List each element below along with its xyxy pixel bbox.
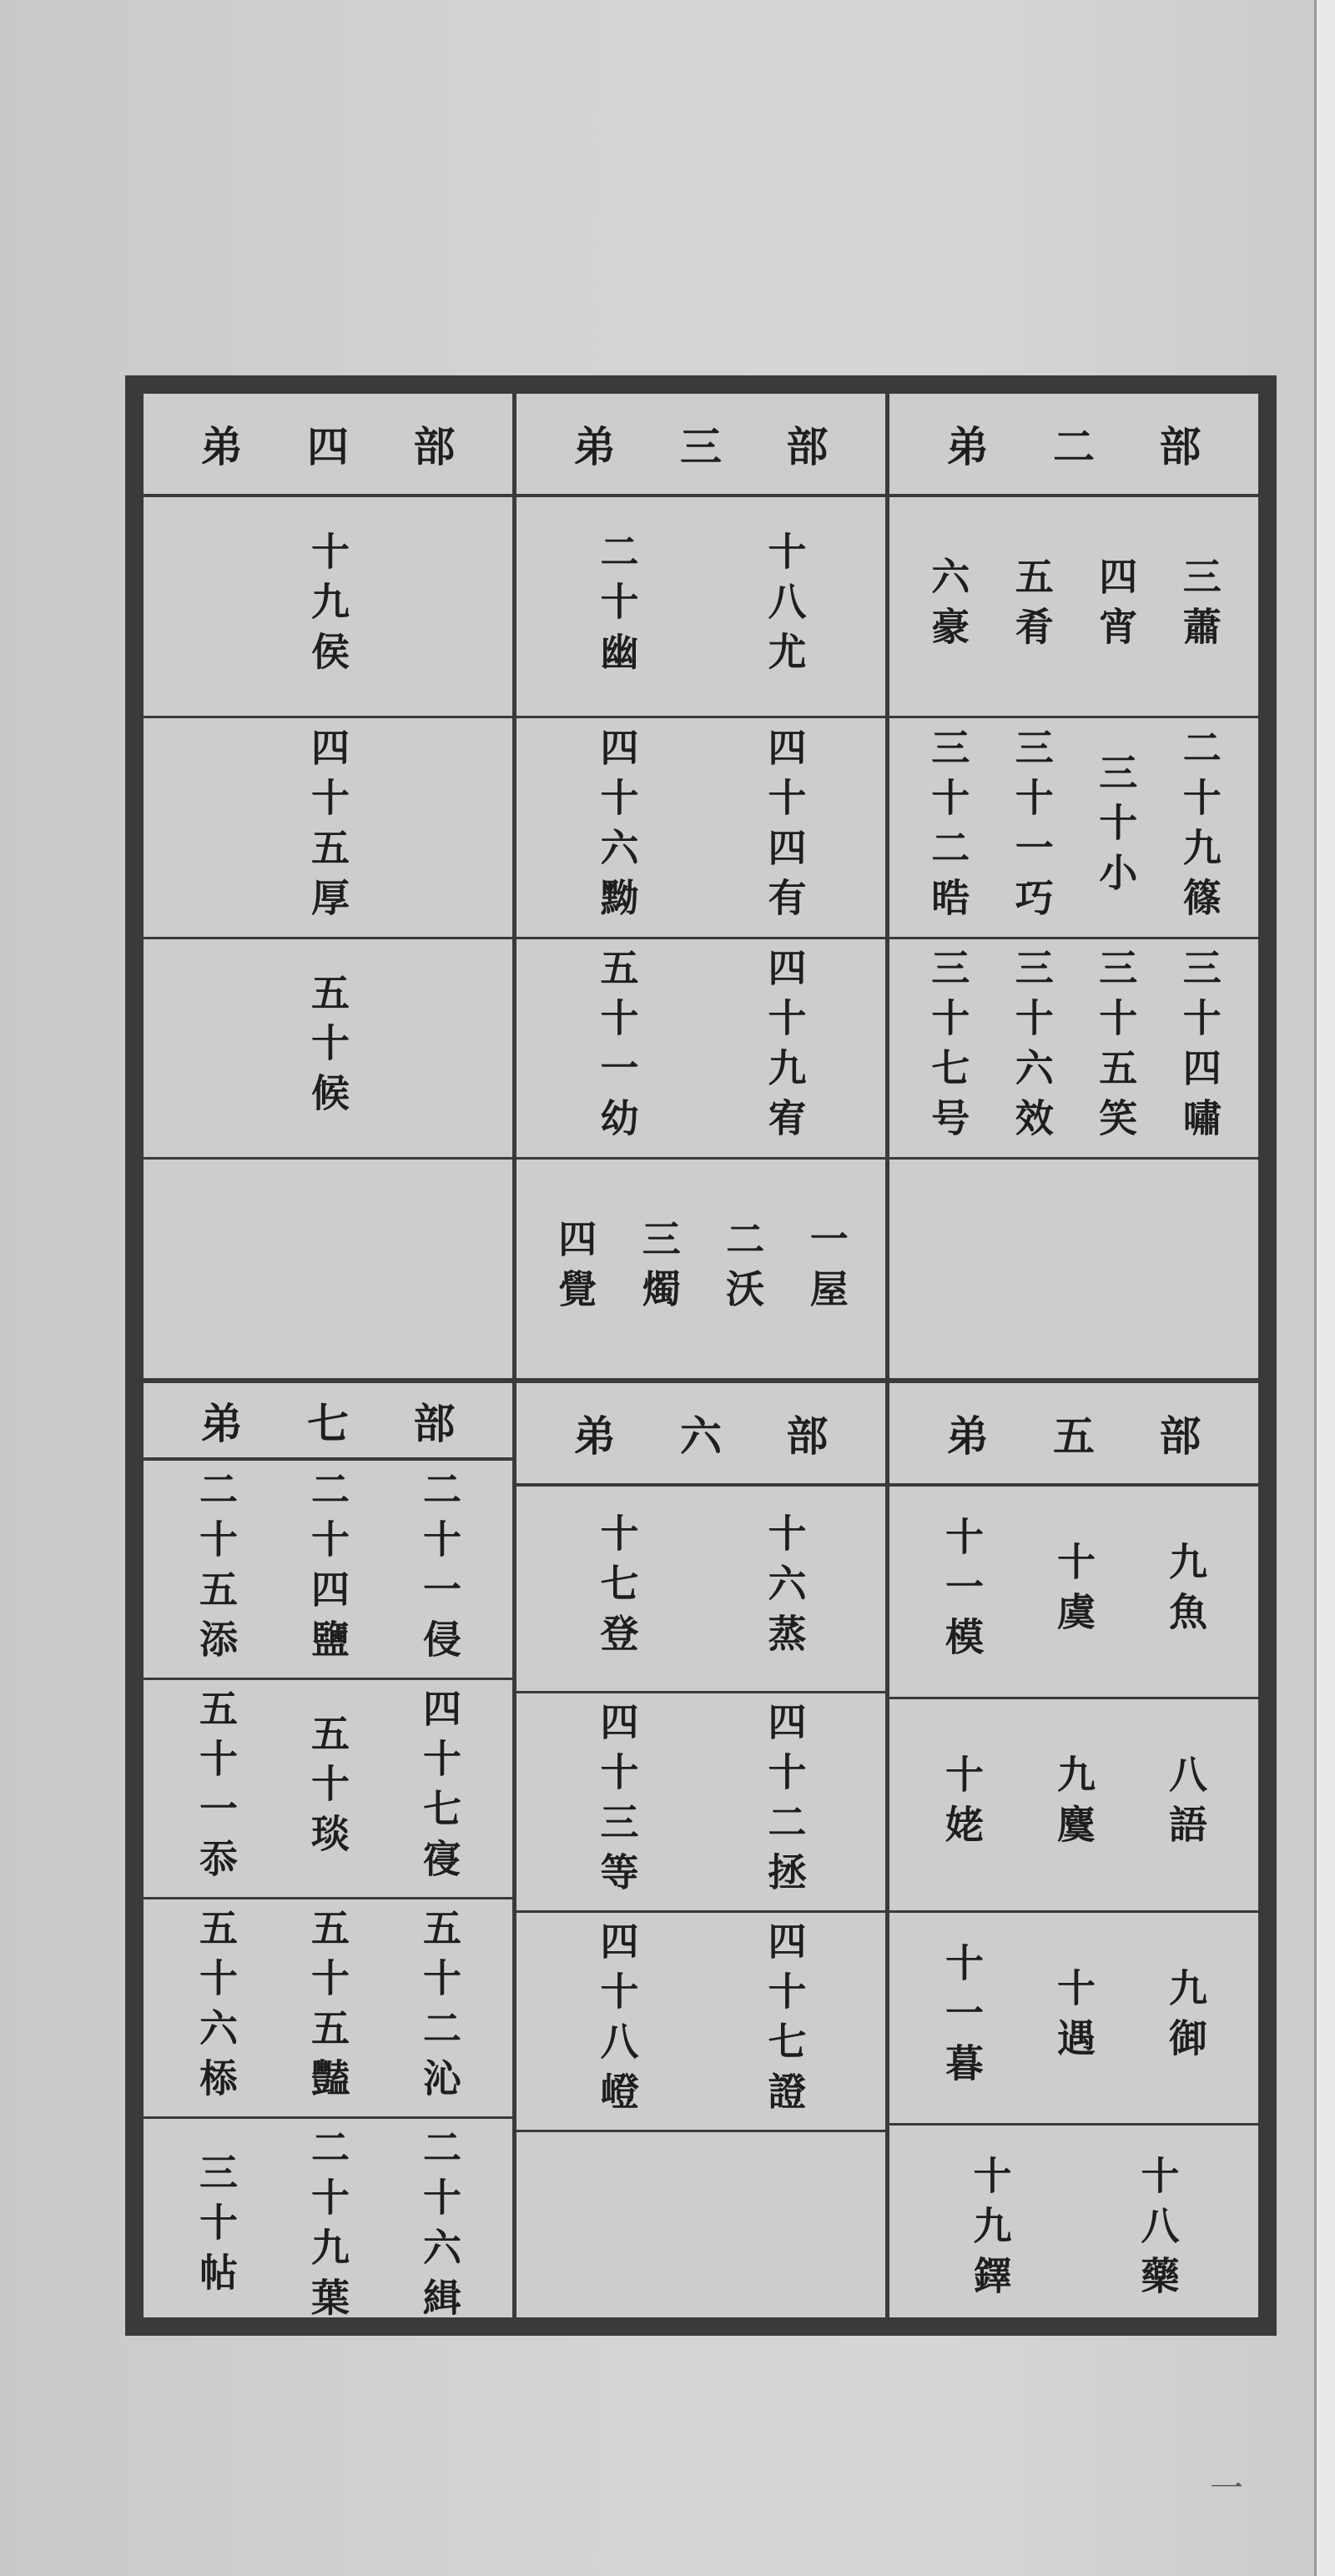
tone-cell: [144, 497, 512, 718]
tone-cell: [516, 497, 885, 718]
rhyme-entry: 十九侯: [305, 531, 350, 682]
rhyme-entry: 三十帖: [194, 2152, 239, 2302]
group-header: [144, 394, 512, 497]
group-header-char: 部: [413, 422, 456, 471]
rhyme-group-column: [885, 394, 1258, 1378]
group-header-char: 弟: [946, 422, 989, 471]
rhyme-entry: 四覺: [552, 1219, 598, 1320]
tone-cell: [889, 718, 1258, 939]
rhyme-entry: 十九鐸: [967, 2155, 1013, 2306]
table-lower-half: [144, 1383, 1258, 2336]
page-fold-edge: [1314, 0, 1335, 2576]
tone-cell: [516, 1487, 885, 1693]
rhyme-entry: 二十九葉: [305, 2127, 350, 2327]
rhyme-entry: 三十二晧: [925, 727, 971, 928]
rhyme-entry: 三十七号: [925, 948, 971, 1149]
group-header-char: 四: [306, 422, 349, 471]
group-header: [516, 394, 885, 497]
rhyme-entry: 五十琰: [305, 1713, 350, 1864]
tone-cell: [889, 1913, 1258, 2126]
group-header: [144, 1383, 512, 1461]
page-number: 一: [1210, 2469, 1243, 2508]
rhyme-entry: 二十一侵: [417, 1469, 462, 1669]
rhyme-entry: 十姥: [940, 1754, 985, 1855]
tone-cell: [144, 1461, 512, 1680]
rhyme-entry: 二十幽: [594, 531, 640, 682]
rhyme-entry: 四十二拯: [762, 1701, 808, 1902]
group-header-char: 弟: [573, 1411, 616, 1461]
rhyme-entry: 二十五添: [194, 1469, 239, 1669]
rhyme-group-column: [144, 394, 512, 1378]
rhyme-entry: 五十二沁: [417, 1908, 462, 2108]
rhyme-entry: 二十四鹽: [305, 1469, 350, 1669]
tone-cell: [889, 1487, 1258, 1699]
rhyme-entry: 三十小: [1093, 752, 1139, 903]
rhyme-entry: 四十四有: [762, 727, 808, 928]
rhyme-entry: 三十四嘯: [1176, 948, 1222, 1149]
group-header: [889, 1383, 1258, 1487]
tone-cell: [516, 718, 885, 939]
rhyme-entry: 十遇: [1051, 1967, 1096, 2068]
rhyme-entry: 九麌: [1051, 1754, 1096, 1855]
rhyme-entry: 九魚: [1163, 1542, 1208, 1643]
tone-cell: [144, 1899, 512, 2119]
rhyme-table-frame: [125, 375, 1277, 2336]
tone-cell: [516, 1160, 885, 1378]
tone-cell: [889, 939, 1258, 1160]
tone-cell: [144, 939, 512, 1160]
rhyme-entry: 五十一幼: [594, 948, 640, 1149]
rhyme-entry: 三十六效: [1009, 948, 1055, 1149]
group-header-char: 部: [786, 422, 829, 471]
rhyme-entry: 五十候: [305, 973, 350, 1124]
rhyme-entry: 二十六緝: [417, 2127, 462, 2327]
group-header-char: 弟: [946, 1411, 989, 1461]
tone-cell: [144, 1680, 512, 1899]
group-header-char: 六: [679, 1411, 722, 1461]
rhyme-entry: 四十七證: [762, 1920, 808, 2121]
group-header-char: 二: [1052, 422, 1095, 471]
group-header: [889, 394, 1258, 497]
rhyme-entry: 十一模: [940, 1517, 985, 1668]
rhyme-entry: 十八尤: [762, 531, 808, 682]
rhyme-entry: 三燭: [636, 1219, 682, 1320]
rhyme-group-column: [512, 1383, 885, 2336]
tone-cell: [516, 1693, 885, 1913]
rhyme-entry: 五十六㮇: [194, 1908, 239, 2108]
rhyme-entry: 五十五豔: [305, 1908, 350, 2108]
rhyme-entry: 五肴: [1009, 556, 1055, 657]
table-upper-half: [144, 394, 1258, 1383]
group-header-char: 弟: [200, 1398, 243, 1448]
tone-cell: [516, 939, 885, 1160]
tone-cell: [144, 1160, 512, 1378]
group-header-char: 部: [1159, 422, 1202, 471]
rhyme-entry: 十六蒸: [762, 1513, 808, 1664]
group-header-char: 部: [413, 1398, 456, 1448]
rhyme-entry: 四十九宥: [762, 948, 808, 1149]
rhyme-entry: 十虞: [1051, 1542, 1096, 1643]
tone-cell: [889, 1699, 1258, 1912]
group-header-char: 弟: [573, 422, 616, 471]
group-header-char: 弟: [200, 422, 243, 471]
group-header: [516, 1383, 885, 1487]
tone-cell: [889, 497, 1258, 718]
group-header-char: 七: [306, 1398, 349, 1448]
rhyme-entry: 一屋: [804, 1219, 849, 1320]
rhyme-entry: 五十一忝: [194, 1688, 239, 1889]
rhyme-entry: 四十六黝: [594, 727, 640, 928]
rhyme-entry: 三十五笑: [1093, 948, 1139, 1149]
tone-cell: [516, 2132, 885, 2337]
rhyme-group-column: [144, 1383, 512, 2336]
rhyme-group-column: [885, 1383, 1258, 2336]
group-header-char: 部: [786, 1411, 829, 1461]
rhyme-entry: 三十一巧: [1009, 727, 1055, 928]
rhyme-entry: 十七登: [594, 1513, 640, 1664]
tone-cell: [144, 718, 512, 939]
group-header-char: 部: [1159, 1411, 1202, 1461]
rhyme-entry: 十一暮: [940, 1942, 985, 2093]
rhyme-group-column: [512, 394, 885, 1378]
rhyme-entry: 四十三等: [594, 1701, 640, 1902]
rhyme-entry: 四十八嶝: [594, 1920, 640, 2121]
rhyme-entry: 六豪: [925, 556, 971, 657]
rhyme-entry: 二十九篠: [1176, 727, 1222, 928]
tone-cell: [889, 2126, 1258, 2336]
rhyme-entry: 四十五厚: [305, 727, 350, 928]
rhyme-entry: 九御: [1163, 1967, 1208, 2068]
rhyme-entry: 四十七寑: [417, 1688, 462, 1889]
rhyme-entry: 四宵: [1093, 556, 1139, 657]
group-header-char: 五: [1052, 1411, 1095, 1461]
rhyme-entry: 八語: [1163, 1754, 1208, 1855]
rhyme-entry: 二沃: [720, 1219, 766, 1320]
rhyme-entry: 十八藥: [1135, 2155, 1181, 2306]
tone-cell: [144, 2119, 512, 2336]
group-header-char: 三: [679, 422, 722, 471]
tone-cell: [516, 1913, 885, 2132]
rhyme-entry: 三蕭: [1176, 556, 1222, 657]
tone-cell: [889, 1160, 1258, 1378]
